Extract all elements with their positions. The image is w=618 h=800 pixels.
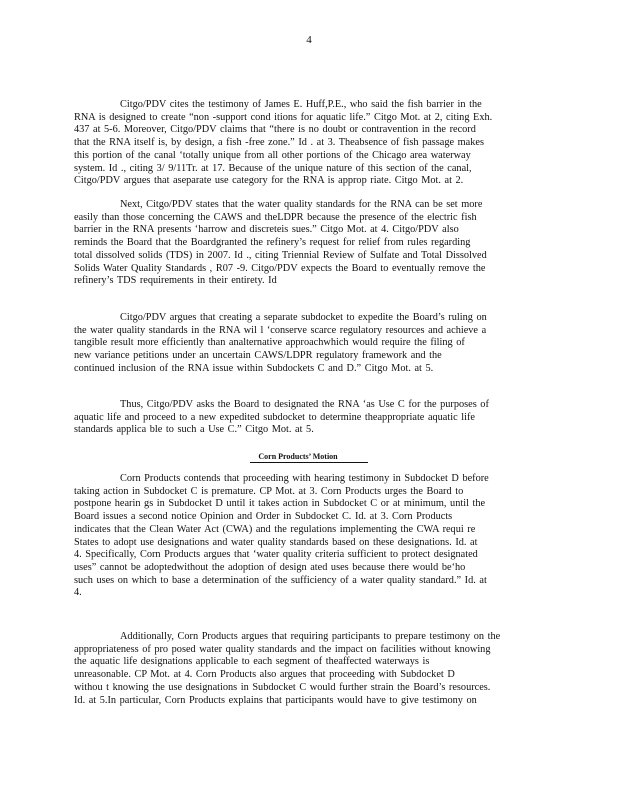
- text-line: aquatic life and proceed to a new expedited subdocket to determine theappropriate aquatic life: [74, 411, 475, 423]
- text-line: Citgo/PDV argues that creating a separate subdocket to expedite the Board’s ruling on: [120, 312, 487, 323]
- text-line: tangible result more efficiently than analternative approachwhich would require the filing of: [74, 337, 465, 349]
- text-line: barrier in the RNA presents ‘harrow and discreteis sues.” Citgo Mot. at 4. Citgo/PDV also: [74, 224, 459, 236]
- paragraph-corn-additionally: [74, 631, 542, 707]
- text-line: Board issues a second notice Opinion and Order in Subdocket C. Id. at 3. Corn Products: [74, 511, 453, 523]
- text-line: system. Id ., citing 3/ 9/11Tr. at 17. Because of the unique nature of this section of the canal,: [74, 162, 472, 174]
- text-line: 437 at 5-6. Moreover, Citgo/PDV claims that “there is no doubt or contravention in the record: [74, 124, 476, 136]
- text-line: standards applica ble to such a Use C.” Citgo Mot. at 5.: [74, 424, 314, 436]
- paragraph-citgo-conclusion: [74, 399, 542, 437]
- text-line: such uses on which to base a determination of the sufficiency of a water quality standard.” Id. at: [74, 574, 487, 586]
- text-line: States to adopt use designations and water quality standards based on these designations. Id. at: [74, 536, 478, 548]
- text-line: continued inclusion of the RNA issue within Subdockets C and D.” Citgo Mot. at 5.: [74, 362, 434, 374]
- text-line: this portion of the canal ‘totally unique from all other portions of the Chicago area waterway: [74, 149, 471, 161]
- text-line: uses” cannot be adoptedwithout the adoption of design ated uses because there would be‘ho: [74, 561, 466, 573]
- text-line: Citgo/PDV cites the testimony of James E. Huff,P.E., who said the fish barrier in the: [120, 99, 482, 110]
- text-line: Corn Products contends that proceeding with hearing testimony in Subdocket D before: [120, 473, 489, 484]
- text-line: Next, Citgo/PDV states that the water quality standards for the RNA can be set more: [120, 199, 483, 210]
- text-line: the aquatic life designations applicable to each segment of theaffected waterways is: [74, 656, 430, 668]
- page-number: 4: [306, 34, 312, 46]
- text-line: appropriateness of pro posed water quality standards and the impact on facilities without knowing: [74, 643, 491, 655]
- text-line: reminds the Board that the Boardgranted the refinery’s request for relief from rules regarding: [74, 237, 471, 249]
- section-heading-text: Corn Products’ Motion: [250, 452, 367, 463]
- text-line: indicates that the Clean Water Act (CWA) and the regulations implementing the CWA requi re: [74, 523, 476, 535]
- text-line: Id. at 5.In particular, Corn Products explains that participants would have to give testimony on: [74, 694, 477, 706]
- text-line: that the RNA itself is, by design, a fish -free zone.” Id . at 3. Theabsence of fish passage makes: [74, 137, 484, 149]
- text-line: 4. Specifically, Corn Products argues that ‘water quality criteria sufficient to protect designated: [74, 549, 478, 561]
- paragraph-citgo-water-quality: [74, 199, 542, 288]
- text-line: the water quality standards in the RNA wil l ‘conserve scarce regulatory resources and achieve a: [74, 324, 487, 336]
- text-line: 4.: [74, 587, 82, 599]
- text-line: total dissolved solids (TDS) in 2007. Id ., citing Triennial Review of Sulfate and Total Dissolved: [74, 249, 487, 261]
- text-line: taking action in Subdocket C is premature. CP Mot. at 3. Corn Products urges the Board to: [74, 485, 464, 497]
- text-line: postpone hearin gs in Subdocket D until it takes action in Subdocket C or at minimum, until the: [74, 498, 486, 510]
- text-line: Solids Water Quality Standards , R07 -9. Citgo/PDV expects the Board to eventually remove the: [74, 262, 486, 274]
- text-line: refinery’s TDS requirements in their entirety. Id: [74, 275, 277, 287]
- text-line: new variance petitions under an uncertain CAWS/LDPR regulatory framework and the: [74, 350, 442, 362]
- paragraph-citgo-testimony: [74, 99, 542, 188]
- text-line: Thus, Citgo/PDV asks the Board to designated the RNA ‘as Use C for the purposes of: [120, 399, 489, 410]
- text-line: RNA is designed to create “non -support cond itions for aquatic life.” Citgo Mot. at 2, citing Exh.: [74, 111, 493, 123]
- text-line: easily than those concerning the CAWS and theLDPR because the presence of the electric fish: [74, 211, 477, 223]
- paragraph-citgo-subdocket: [74, 312, 542, 376]
- paragraph-corn-contends: [74, 473, 542, 600]
- text-line: unreasonable. CP Mot. at 4. Corn Products also argues that proceeding with Subdocket D: [74, 669, 455, 681]
- text-line: Additionally, Corn Products argues that requiring participants to prepare testimony on the: [120, 631, 501, 642]
- text-line: withou t knowing the use designations in Subdocket C would further strain the Board’s resources.: [74, 681, 491, 693]
- section-heading: [0, 452, 618, 463]
- text-line: Citgo/PDV argues that aseparate use category for the RNA is approp riate. Citgo Mot. at 2.: [74, 175, 464, 187]
